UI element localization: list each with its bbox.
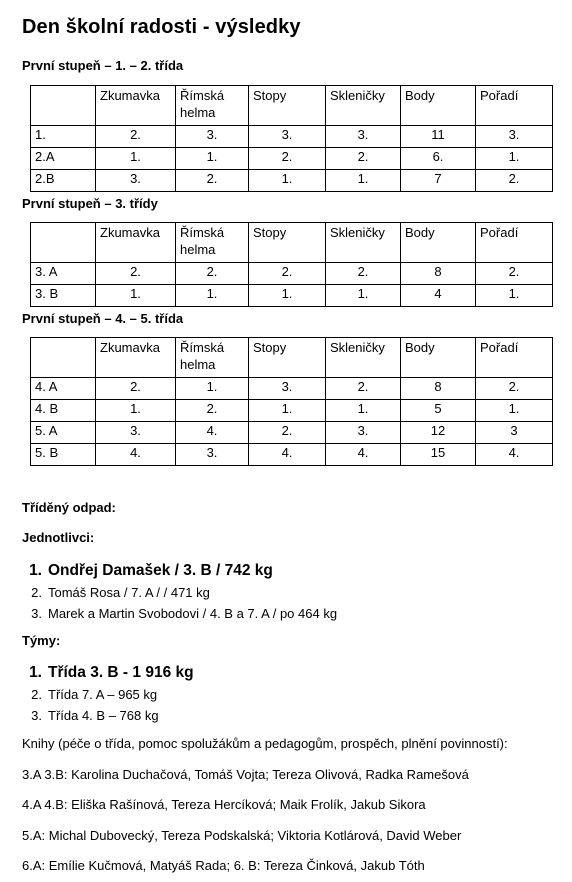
header-cell: Římská helma bbox=[176, 338, 249, 378]
table-header-row bbox=[31, 86, 553, 126]
rank-number: 1. bbox=[29, 664, 42, 681]
class-cell: 5. B bbox=[31, 444, 96, 466]
table-cell: 2. bbox=[96, 378, 176, 400]
table-cell: 8 bbox=[401, 263, 476, 285]
table-cell: 6. bbox=[401, 148, 476, 170]
header-cell: Pořadí bbox=[476, 223, 553, 263]
class-cell: 4. B bbox=[31, 400, 96, 422]
section-title-1-2: První stupeň – 1. – 2. třída bbox=[22, 58, 184, 73]
section-title-3: První stupeň – 3. třídy bbox=[22, 196, 158, 211]
table-cell: 7 bbox=[401, 170, 476, 192]
table-row bbox=[31, 378, 553, 400]
table-cell: 15 bbox=[401, 444, 476, 466]
table-cell: 2. bbox=[96, 263, 176, 285]
header-cell: Zkumavka bbox=[96, 86, 176, 126]
header-cell: Body bbox=[401, 223, 476, 263]
table-cell: 1. bbox=[326, 400, 401, 422]
table-cell: 2. bbox=[176, 170, 249, 192]
table-cell: 2. bbox=[326, 263, 401, 285]
header-cell: Zkumavka bbox=[96, 223, 176, 263]
table-cell: 1. bbox=[326, 170, 401, 192]
table-cell: 1. bbox=[249, 170, 326, 192]
table-row bbox=[31, 400, 553, 422]
table-cell: 4. bbox=[96, 444, 176, 466]
rank-text: Třída 3. B - 1 916 kg bbox=[48, 664, 194, 681]
header-cell: Římská helma bbox=[176, 86, 249, 126]
results-table-4-5 bbox=[30, 337, 553, 466]
table-cell: 3. bbox=[249, 378, 326, 400]
document-title: Den školní radosti - výsledky bbox=[22, 16, 301, 38]
waste-heading: Tříděný odpad: bbox=[22, 500, 116, 515]
table-cell: 11 bbox=[401, 126, 476, 148]
header-cell: Zkumavka bbox=[96, 338, 176, 378]
table-cell: 2. bbox=[476, 263, 553, 285]
table-cell: 4. bbox=[326, 444, 401, 466]
table-cell: 2. bbox=[326, 378, 401, 400]
table-cell: 1. bbox=[326, 285, 401, 307]
table-row bbox=[31, 444, 553, 466]
individuals-list bbox=[24, 560, 337, 624]
rank-number: 3. bbox=[31, 606, 42, 621]
rank-text: Ondřej Damašek / 3. B / 742 kg bbox=[48, 562, 273, 579]
section-title-4-5: První stupeň – 4. – 5. třída bbox=[22, 311, 184, 326]
table-cell: 1. bbox=[476, 400, 553, 422]
header-cell: Pořadí bbox=[476, 338, 553, 378]
table-cell: 3. bbox=[176, 126, 249, 148]
class-cell: 2.B bbox=[31, 170, 96, 192]
table-row bbox=[31, 126, 553, 148]
table-cell: 3. bbox=[326, 126, 401, 148]
header-cell: Pořadí bbox=[476, 86, 553, 126]
list-item bbox=[24, 560, 337, 582]
individuals-heading: Jednotlivci: bbox=[22, 530, 95, 545]
table-header-row bbox=[31, 338, 553, 378]
table-cell: 1. bbox=[176, 148, 249, 170]
class-cell: 3. A bbox=[31, 263, 96, 285]
header-cell bbox=[31, 86, 96, 126]
table-row bbox=[31, 170, 553, 192]
table-row bbox=[31, 422, 553, 444]
rank-text: Třída 7. A – 965 kg bbox=[48, 687, 158, 702]
table-cell: 3. bbox=[96, 422, 176, 444]
table-cell: 4. bbox=[249, 444, 326, 466]
table-cell: 1. bbox=[249, 400, 326, 422]
list-item bbox=[24, 662, 194, 684]
rank-text: Marek a Martin Svobodovi / 4. B a 7. A / po 464 kg bbox=[48, 606, 338, 621]
books-line: 3.A 3.B: Karolina Duchačová, Tomáš Vojta; Tereza Olivová, Radka Ramešová bbox=[22, 767, 469, 782]
table-cell: 3. bbox=[476, 126, 553, 148]
rank-number: 1. bbox=[29, 562, 42, 579]
class-cell: 1. bbox=[31, 126, 96, 148]
table-cell: 3. bbox=[249, 126, 326, 148]
header-cell: Skleničky bbox=[326, 86, 401, 126]
table-cell: 2. bbox=[326, 148, 401, 170]
table-cell: 3. bbox=[96, 170, 176, 192]
class-cell: 2.A bbox=[31, 148, 96, 170]
books-line: 6.A: Emílie Kučmová, Matyáš Rada; 6. B: Tereza Činková, Jakub Tóth bbox=[22, 858, 425, 873]
table-cell: 1. bbox=[176, 378, 249, 400]
table-cell: 2. bbox=[176, 263, 249, 285]
header-cell: Body bbox=[401, 338, 476, 378]
table-cell: 2. bbox=[476, 378, 553, 400]
header-cell: Stopy bbox=[249, 86, 326, 126]
table-cell: 1. bbox=[96, 285, 176, 307]
header-cell: Římská helma bbox=[176, 223, 249, 263]
header-cell: Body bbox=[401, 86, 476, 126]
results-table-3 bbox=[30, 222, 553, 307]
table-cell: 1. bbox=[476, 148, 553, 170]
list-item bbox=[24, 684, 194, 705]
table-cell: 2. bbox=[476, 170, 553, 192]
table-cell: 4. bbox=[476, 444, 553, 466]
rank-text: Třída 4. B – 768 kg bbox=[48, 708, 159, 723]
teams-heading: Týmy: bbox=[22, 633, 61, 648]
table-row bbox=[31, 285, 553, 307]
results-table-1-2 bbox=[30, 85, 553, 192]
table-row bbox=[31, 148, 553, 170]
list-item bbox=[24, 603, 337, 624]
header-cell: Stopy bbox=[249, 338, 326, 378]
teams-list bbox=[24, 662, 194, 726]
books-line: 4.A 4.B: Eliška Rašínová, Tereza Hercíková; Maik Frolík, Jakub Sikora bbox=[22, 797, 426, 812]
rank-text: Tomáš Rosa / 7. A / / 471 kg bbox=[48, 585, 210, 600]
table-cell: 1. bbox=[476, 285, 553, 307]
table-cell: 2. bbox=[249, 422, 326, 444]
table-cell: 12 bbox=[401, 422, 476, 444]
table-cell: 3. bbox=[176, 444, 249, 466]
table-cell: 3. bbox=[326, 422, 401, 444]
table-cell: 4 bbox=[401, 285, 476, 307]
table-cell: 3 bbox=[476, 422, 553, 444]
list-item bbox=[24, 705, 194, 726]
header-cell bbox=[31, 223, 96, 263]
books-intro: Knihy (péče o třída, pomoc spolužákům a pedagogům, prospěch, plnění povinností): bbox=[22, 736, 508, 751]
books-line: 5.A: Michal Dubovecký, Tereza Podskalská; Viktoria Kotlárová, David Weber bbox=[22, 828, 462, 843]
rank-number: 2. bbox=[31, 687, 42, 702]
table-cell: 4. bbox=[176, 422, 249, 444]
header-cell: Skleničky bbox=[326, 338, 401, 378]
table-cell: 2. bbox=[96, 126, 176, 148]
table-cell: 2. bbox=[249, 263, 326, 285]
table-row bbox=[31, 263, 553, 285]
table-cell: 2. bbox=[176, 400, 249, 422]
class-cell: 3. B bbox=[31, 285, 96, 307]
table-cell: 2. bbox=[249, 148, 326, 170]
table-cell: 1. bbox=[96, 148, 176, 170]
rank-number: 3. bbox=[31, 708, 42, 723]
class-cell: 5. A bbox=[31, 422, 96, 444]
table-cell: 1. bbox=[249, 285, 326, 307]
header-cell: Stopy bbox=[249, 223, 326, 263]
rank-number: 2. bbox=[31, 585, 42, 600]
header-cell bbox=[31, 338, 96, 378]
table-cell: 8 bbox=[401, 378, 476, 400]
table-cell: 5 bbox=[401, 400, 476, 422]
table-cell: 1. bbox=[96, 400, 176, 422]
header-cell: Skleničky bbox=[326, 223, 401, 263]
list-item bbox=[24, 582, 337, 603]
table-header-row bbox=[31, 223, 553, 263]
table-cell: 1. bbox=[176, 285, 249, 307]
class-cell: 4. A bbox=[31, 378, 96, 400]
